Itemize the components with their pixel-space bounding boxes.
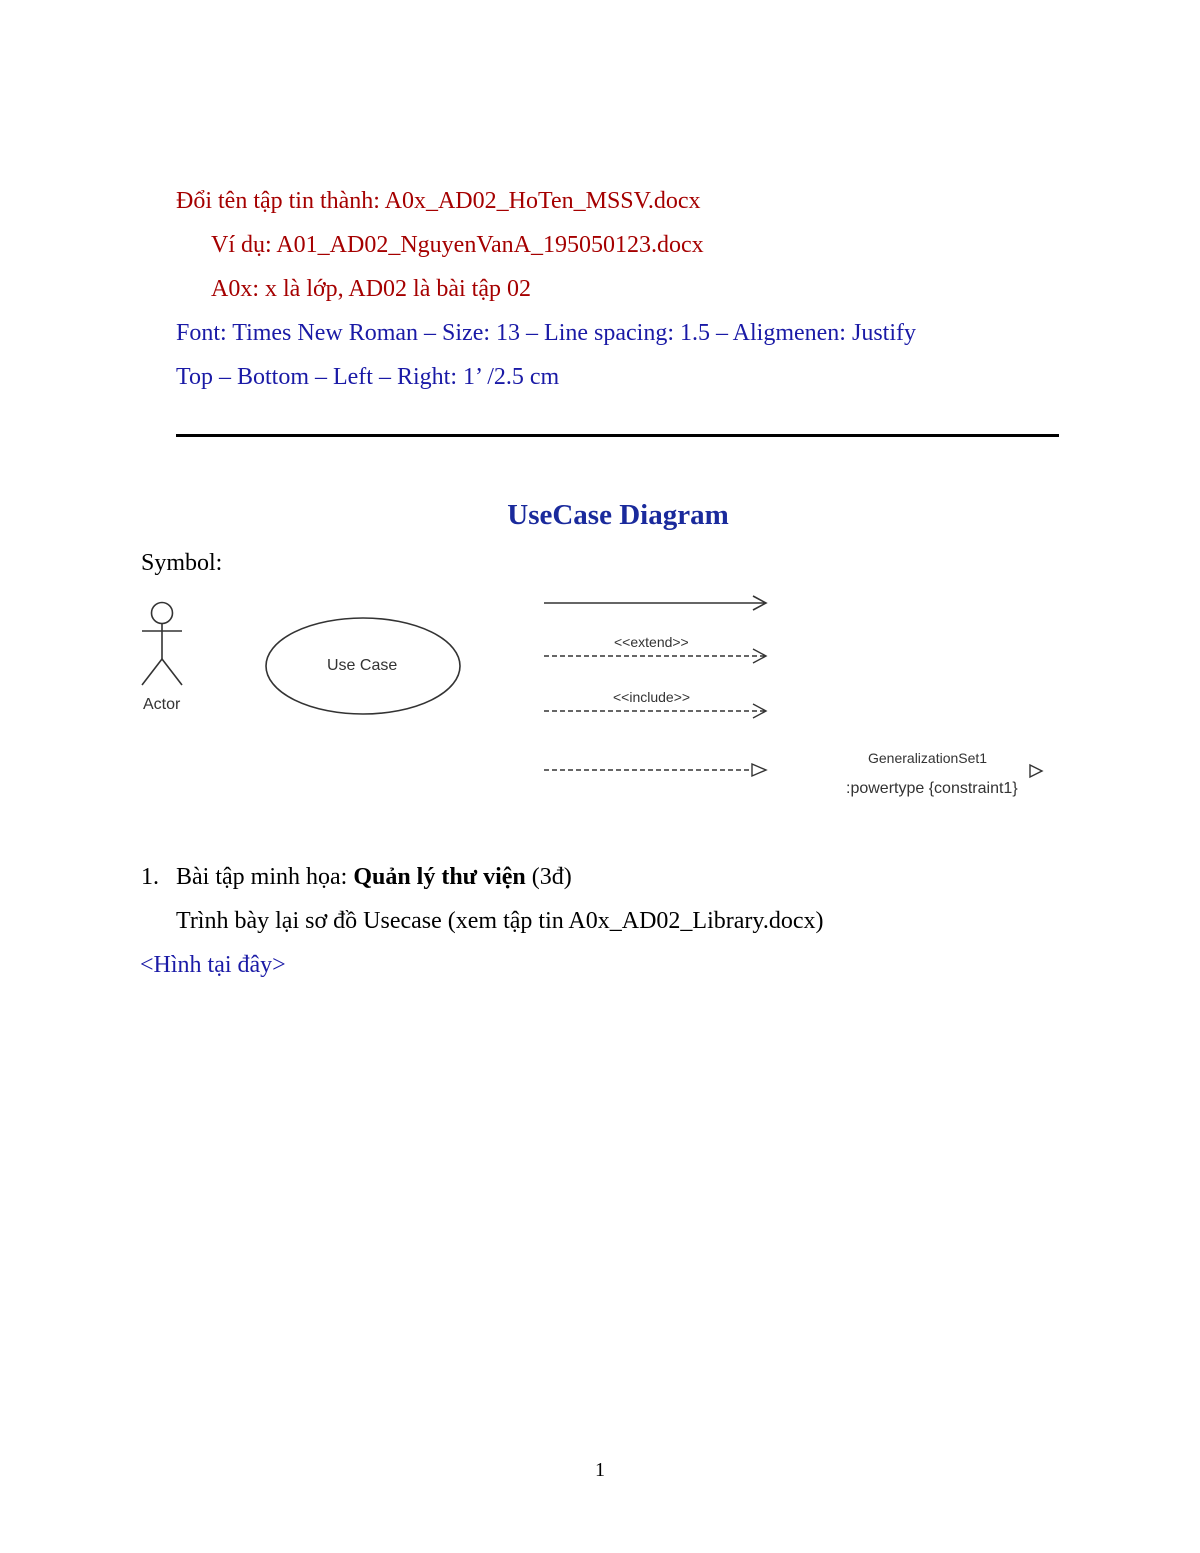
rename-instruction: Đổi tên tập tin thành: A0x_AD02_HoTen_MSSV.docx: [176, 188, 701, 214]
page-number: 1: [595, 1459, 605, 1481]
include-label: <<include>>: [613, 689, 691, 705]
margin-instruction: Top – Bottom – Left – Right: 1’ /2.5 cm: [176, 364, 560, 390]
generalization-set-label: GeneralizationSet1: [868, 750, 988, 766]
actor-head: [152, 603, 173, 624]
actor-label: Actor: [143, 696, 181, 713]
actor-right-leg: [162, 659, 182, 685]
actor-figure: [142, 603, 182, 686]
powertype-label: :powertype {constraint1}: [846, 780, 1018, 797]
exercise-title: Quản lý thư viện: [353, 864, 526, 890]
realization-arrow: [544, 764, 766, 776]
symbol-label: Symbol:: [141, 550, 223, 576]
exercise-instruction: Trình bày lại sơ đồ Usecase (xem tập tin A0x_AD02_Library.docx): [176, 908, 824, 934]
horizontal-divider: [176, 434, 1059, 437]
exercise-number: 1.: [141, 864, 159, 890]
association-arrow: [544, 596, 766, 610]
generalization-set-triangle: [1030, 765, 1042, 777]
exercise-heading: [176, 862, 572, 892]
include-arrow: [544, 704, 766, 718]
actor-left-leg: [142, 659, 162, 685]
rename-example: Ví dụ: A01_AD02_NguyenVanA_195050123.docx: [211, 232, 704, 258]
exercise-prefix: Bài tập minh họa:: [176, 864, 354, 890]
page-title: UseCase Diagram: [507, 499, 729, 531]
class-explanation: A0x: x là lớp, AD02 là bài tập 02: [211, 276, 531, 302]
extend-arrow: [544, 649, 766, 663]
exercise-points: (3đ): [525, 864, 572, 890]
image-placeholder: <Hình tại đây>: [140, 952, 286, 978]
usecase-label: Use Case: [327, 657, 398, 674]
font-instruction: Font: Times New Roman – Size: 13 – Line spacing: 1.5 – Aligmenen: Justify: [176, 320, 916, 346]
extend-label: <<extend>>: [614, 634, 689, 650]
